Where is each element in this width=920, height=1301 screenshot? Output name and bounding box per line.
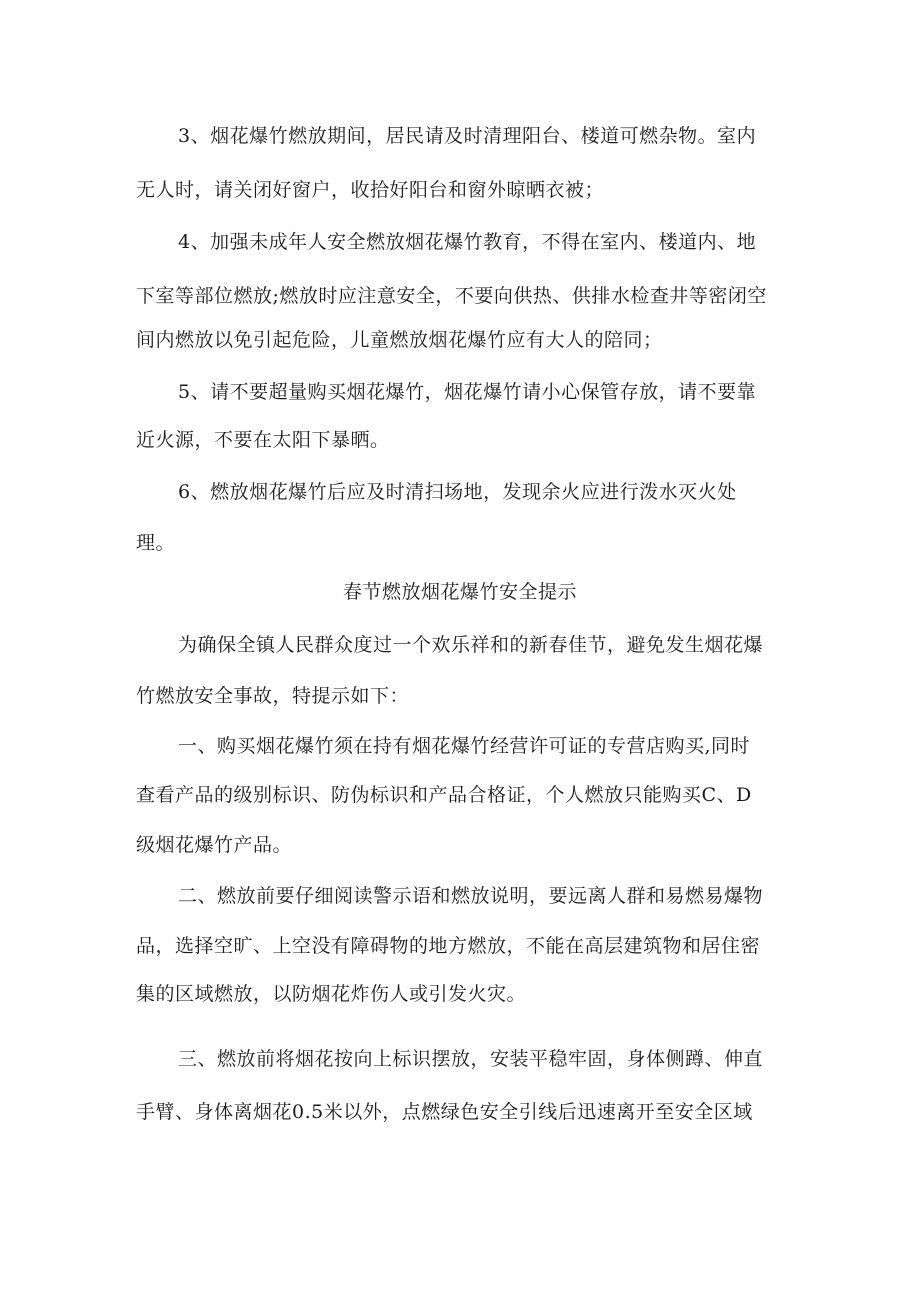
- paragraph-line: 5、请不要超量购买烟花爆竹，烟花爆竹请小心保管存放，请不要靠: [178, 381, 757, 403]
- paragraph-line: 间内燃放以免引起危险，儿童燃放烟花爆竹应有大人的陪同；: [136, 329, 663, 351]
- tip-line: 手臂、身体离烟花0.5米以外，点燃绿色安全引线后迅速离开至安全区域: [136, 1101, 753, 1123]
- paragraph-line: 理。: [136, 532, 176, 554]
- tip-line: 三、燃放前将烟花按向上标识摆放，安装平稳牢固，身体侧蹲、伸直: [178, 1048, 764, 1070]
- paragraph-line: 6、燃放烟花爆竹后应及时清扫场地，发现余火应进行泼水灭火处: [178, 481, 737, 503]
- tip-line: 品，选择空旷、上空没有障碍物的地方燃放，不能在高层建筑物和居住密: [136, 935, 761, 957]
- tip-line: 二、燃放前要仔细阅读警示语和燃放说明，要远离人群和易燃易爆物: [178, 885, 764, 907]
- section-title: 春节燃放烟花爆竹安全提示: [342, 581, 577, 603]
- paragraph-line: 无人时，请关闭好窗户，收拾好阳台和窗外晾晒衣被；: [136, 179, 605, 201]
- intro-line: 竹燃放安全事故，特提示如下：: [136, 685, 410, 707]
- tip-line: 一、购买烟花爆竹须在持有烟花爆竹经营许可证的专营店购买,同时: [178, 735, 751, 757]
- paragraph-line: 近火源，不要在太阳下暴晒。: [136, 429, 390, 451]
- tip-line: 查看产品的级别标识、防伪标识和产品合格证，个人燃放只能购买C、D: [136, 784, 752, 806]
- intro-line: 为确保全镇人民群众度过一个欢乐祥和的新春佳节，避免发生烟花爆: [178, 634, 764, 656]
- paragraph-line: 3、烟花爆竹燃放期间，居民请及时清理阳台、楼道可燃杂物。室内: [178, 125, 757, 147]
- tip-line: 级烟花爆竹产品。: [136, 834, 293, 856]
- paragraph-line: 4、加强未成年人安全燃放烟花爆竹教育，不得在室内、楼道内、地: [178, 231, 757, 253]
- tip-line: 集的区域燃放，以防烟花炸伤人或引发火灾。: [136, 983, 527, 1005]
- paragraph-line: 下室等部位燃放;燃放时应注意安全，不要向供热、供排水检查井等密闭空: [136, 285, 767, 307]
